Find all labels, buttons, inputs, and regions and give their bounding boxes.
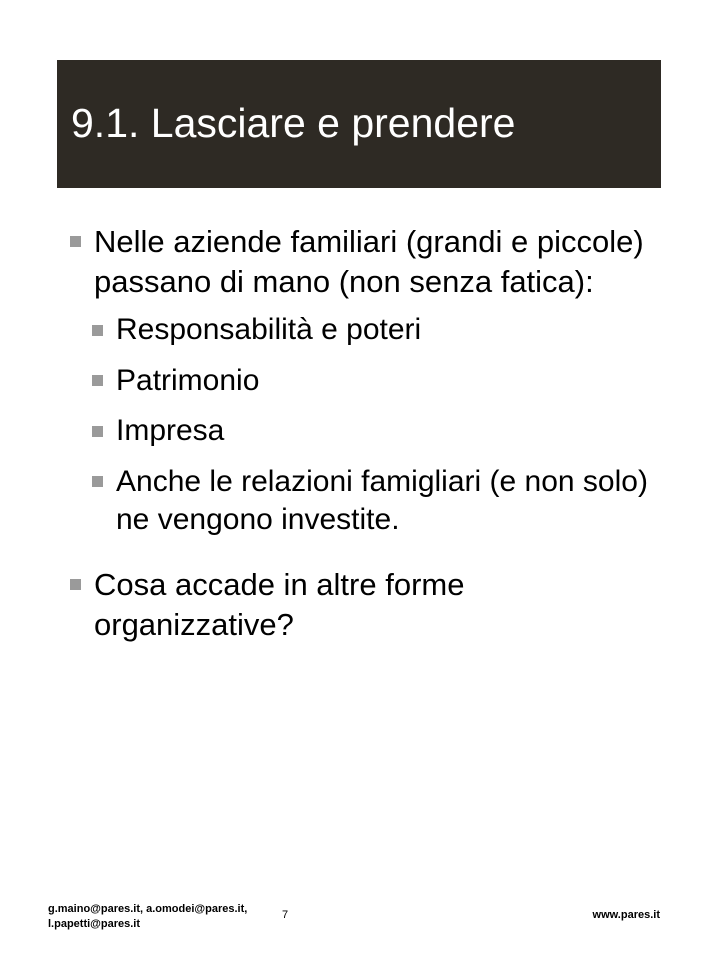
square-bullet-icon bbox=[70, 579, 81, 590]
slide-content bbox=[68, 222, 668, 655]
bullet-list-level2 bbox=[68, 311, 668, 539]
footer-emails bbox=[48, 902, 298, 932]
list-item-label: Cosa accade in altre forme organizzative? bbox=[94, 567, 465, 642]
footer-website: www.pares.it bbox=[592, 909, 660, 921]
bullet-list-level1 bbox=[68, 222, 668, 645]
square-bullet-icon bbox=[92, 325, 103, 336]
square-bullet-icon bbox=[70, 236, 81, 247]
title-bar bbox=[57, 60, 661, 188]
list-item bbox=[90, 362, 668, 400]
square-bullet-icon bbox=[92, 375, 103, 386]
list-item-label: Impresa bbox=[116, 414, 225, 448]
list-item-label: Nelle aziende familiari (grandi e piccole) passano di mano (non senza fatica): bbox=[94, 224, 644, 299]
page-title: 9.1. Lasciare e prendere bbox=[71, 100, 516, 147]
square-bullet-icon bbox=[92, 426, 103, 437]
list-item bbox=[90, 463, 668, 540]
list-item-label: Anche le relazioni famigliari (e non solo) ne vengono investite. bbox=[116, 464, 648, 536]
list-item bbox=[68, 222, 668, 301]
list-item-label: Patrimonio bbox=[116, 363, 260, 397]
list-item-label: Responsabilità e poteri bbox=[116, 313, 422, 347]
list-item bbox=[90, 412, 668, 450]
footer-email-line-2: l.papetti@pares.it bbox=[48, 917, 141, 930]
square-bullet-icon bbox=[92, 476, 103, 487]
list-item bbox=[68, 565, 668, 644]
list-item bbox=[90, 311, 668, 349]
spacer bbox=[68, 551, 668, 565]
slide-footer bbox=[0, 898, 720, 960]
page-number: 7 bbox=[282, 909, 289, 921]
footer-email-line-1: g.maino@pares.it, a.omodei@pares.it, bbox=[48, 903, 248, 915]
